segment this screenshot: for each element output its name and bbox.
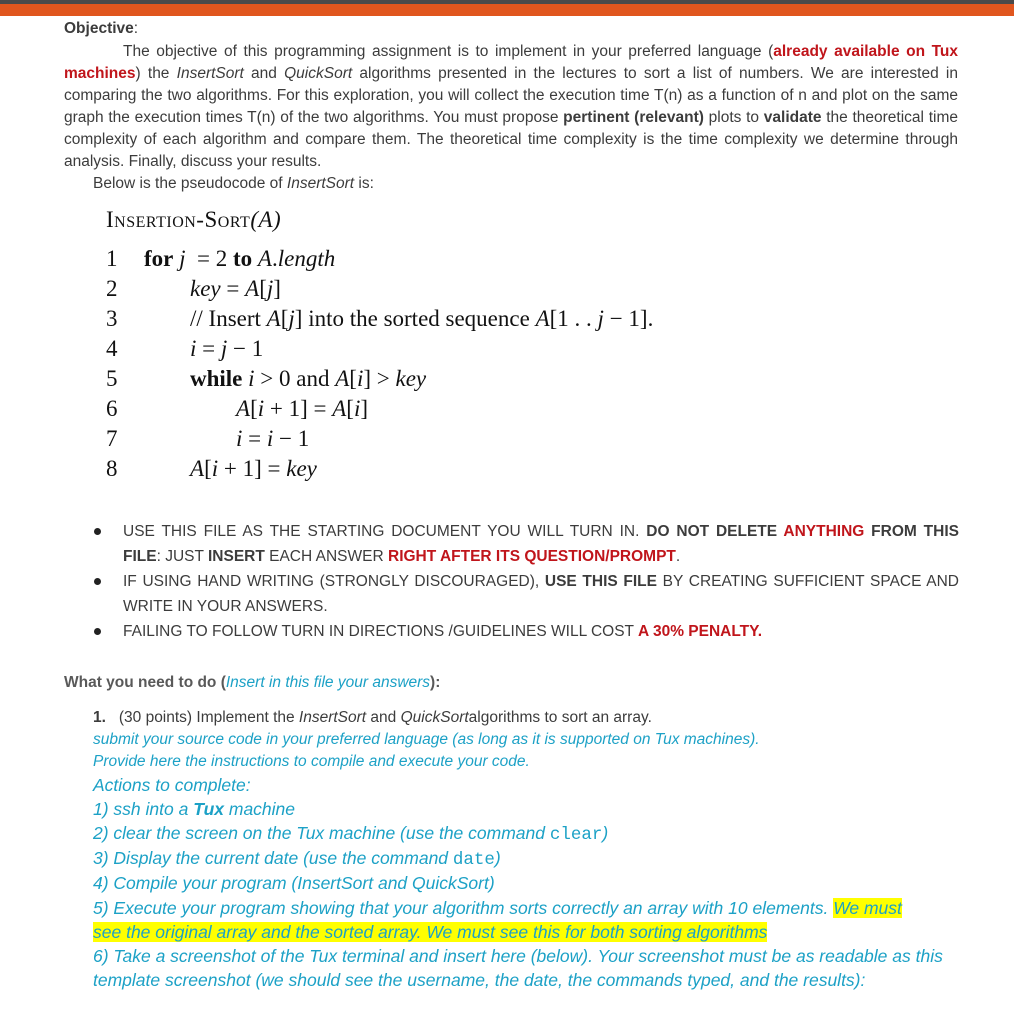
action-item: 5) Execute your program showing that your algorithm sorts correctly an array with 10 elements. We must: [93, 898, 902, 918]
code-comment: // Insert A[j] into the sorted sequence A[1 . . j − 1].: [190, 306, 654, 331]
code-text: i = i − 1: [236, 426, 310, 451]
list-item-text: FAILING TO FOLLOW TURN IN DIRECTIONS /GUIDELINES WILL COST A 30% PENALTY.: [123, 623, 763, 640]
action-item-continued: [93, 922, 767, 943]
top-border-orange: [0, 4, 1014, 16]
highlighted-text: We must: [833, 898, 902, 918]
line-number: 8: [106, 456, 118, 481]
line-number: 7: [106, 426, 118, 451]
line-number: 2: [106, 276, 118, 301]
pseudocode-title: Insertion-Sort(A): [106, 207, 282, 232]
bullet-icon: [94, 628, 101, 635]
line-number: 6: [106, 396, 118, 421]
line-number: 4: [106, 336, 118, 361]
command-clear: clear: [549, 825, 603, 845]
list-item-text: IF USING HAND WRITING (STRONGLY DISCOURAGED), USE THIS FILE BY CREATING SUFFICIENT SPACE AND WRITE IN YOUR ANSWERS.: [123, 573, 959, 615]
action-item: 1) ssh into a Tux machine: [93, 799, 296, 819]
bullet-icon: [94, 528, 101, 535]
highlighted-text: see the original array and the sorted array. We must see this for both sorting algorithms: [93, 922, 768, 942]
provide-instruction: Provide here the instructions to compile and execute your code.: [93, 753, 530, 770]
submit-instruction: submit your source code in your preferred language (as long as it is supported on Tux machines).: [93, 731, 760, 748]
action-item: 2) clear the screen on the Tux machine (use the command clear): [93, 823, 609, 845]
actions-title: Actions to complete:: [93, 775, 251, 795]
action-item: 3) Display the current date (use the command date): [93, 848, 501, 870]
objective-heading: Objective:: [64, 20, 139, 37]
code-text: i = j − 1: [190, 336, 264, 361]
action-item: 4) Compile your program (InsertSort and QuickSort): [93, 873, 495, 893]
line-number: 1: [106, 246, 118, 271]
pseudocode-intro: Below is the pseudocode of InsertSort is:: [93, 175, 374, 192]
objective-paragraph: The objective of this programming assignment is to implement in your preferred language (already available on Tux machines) the InsertSort and QuickSort algorithms presented in the lectures to sort a list of numbers. We are interested in comparing the two algorithms. For this exploration, you will collect the execution time T(n) as a function of n and plot on the same graph the execution times T(n) of the two algorithms. You must propose pertinent (relevant) plots to validate the theoretical time complexity of each algorithm and compare them. The theoretical time complexity is the time complexity we determine through analysis. Finally, discuss your results.: [64, 43, 958, 170]
code-text: A[i + 1] = key: [190, 456, 317, 481]
action-item-continued: template screenshot (we should see the username, the date, the commands typed, and the results):: [93, 970, 866, 990]
question-1: 1. (30 points) Implement the InsertSort and QuickSortalgorithms to sort an array.: [93, 709, 652, 726]
section-heading: What you need to do (Insert in this file your answers):: [64, 674, 441, 691]
line-number: 5: [106, 366, 118, 391]
command-date: date: [452, 850, 495, 870]
code-text: key = A[j]: [190, 276, 281, 301]
code-text: while i > 0 and A[i] > key: [190, 366, 427, 391]
code-text: for j = 2 to A.length: [144, 246, 336, 271]
bullet-icon: [94, 578, 101, 585]
action-item: 6) Take a screenshot of the Tux terminal and insert here (below). Your screenshot must be as readable as this: [93, 946, 943, 966]
line-number: 3: [106, 306, 118, 331]
list-item-text: USE THIS FILE AS THE STARTING DOCUMENT YOU WILL TURN IN. DO NOT DELETE ANYTHING FROM THIS FILE: JUST INSERT EACH ANSWER RIGHT AFTER ITS QUESTION/PROMPT.: [123, 523, 959, 565]
code-text: A[i + 1] = A[i]: [236, 396, 369, 421]
